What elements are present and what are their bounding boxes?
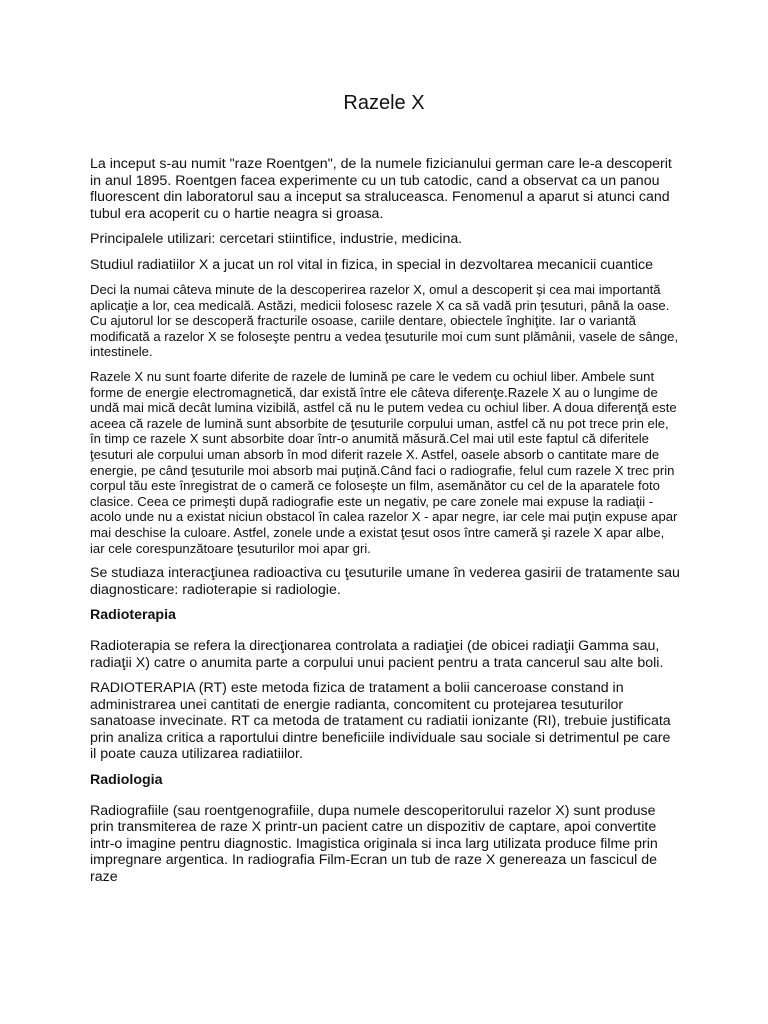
heading-radioterapia: Radioterapia <box>90 607 176 624</box>
paragraph-radiologia: Radiografiile (sau roentgenografiile, dupa numele descoperitorului razelor X) sunt produse prin transmiterea de raze X printr-un pacient catre un dispozitiv de captare, apoi convertite intr-o imagine pentru diagnostic. Imagistica originala si inca larg utilizata produce filme prin impregnare argentica. In radiografia Film-Ecran un tub de raze X genereaza un fascicul de raze <box>90 802 658 885</box>
paragraph-radioterapia-rt: RADIOTERAPIA (RT) este metoda fizica de tratament a bolii canceroase constand in administrarea unei cantitati de energie radianta, concomitent cu protejarea tesuturilor sanatoase invecinate. RT ca metoda de tratament cu radiatii ionizante (RI), trebuie justificata prin analiza critica a raportului dintre beneficiile individuale sau sociale si detrimentul pe care il poate cauza utilizarea radiatiilor. <box>90 680 671 763</box>
paragraph-history: La inceput s-au numit "raze Roentgen", de la numele fizicianului german care le-a descoperit in anul 1895. Roentgen facea experimente cu un tub catodic, cand a observat ca un panou fluorescent din laboratorul sau a inceput sa straluceasca. Fenomenul a aparut si atunci cand tubul era acoperit cu o hartie neagra si groasa. <box>90 156 672 222</box>
paragraph-interaction: Se studiaza interacţiunea radioactiva cu ţesuturile umane în vederea gasirii de tratamente sau diagnosticare: radioterapie si radiologie. <box>90 565 680 598</box>
paragraph-radioterapia-intro: Radioterapia se refera la direcţionarea controlata a radiaţiei (de obicei radiaţii Gamma sau, radiaţii X) catre o anumita parte a corpului unui pacient pentru a trata cancerul sau alte boli. <box>90 638 664 671</box>
heading-radiologia: Radiologia <box>90 771 163 788</box>
page-title: Razele X <box>343 92 425 114</box>
paragraph-medical: Deci la numai câteva minute de la descoperirea razelor X, omul a descoperit şi cea mai importantă aplicaţie a lor, cea medicală. Astăzi, medicii folosesc razele X ca să vadă prin ţesuturi, până la oase. Cu ajutorul lor se descoperă fracturile osoase, cariile dentare, obiectele înghiţite. Iar o variantă modificată a razelor X se foloseşte pentru a vedea ţesuturile moi cum sunt plămânii, vasele de sânge, intestinele. <box>90 282 679 360</box>
paragraph-differences: Razele X nu sunt foarte diferite de razele de lumină pe care le vedem cu ochiul liber. Ambele sunt forme de energie electromagnetică, dar există între ele câteva diferenţe.Razele X au o lungime de undă mai mică decât lumina vizibilă, astfel că nu le putem vedea cu ochiul liber. A doua diferenţă este aceea că razele de lumină sunt absorbite de ţesuturile corpului uman, astfel că nu pot trece prin ele, în timp ce razele X sunt absorbite doar într-o anumită măsură.Cel mai util este faptul că diferitele ţesuturi ale corpului uman absorb în mod diferit razele X. Astfel, oasele absorb o cantitate mare de energie, pe când ţesuturile moi absorb mai puţină.Când faci o radiografie, felul cum razele X trec prin corpul tău este înregistrat de o cameră ce foloseşte un film, asemănător cu cel de la aparatele foto clasice. Ceea ce primeşti după radiografie este un negativ, pe care zonele mai expuse la radiaţii - acolo unde nu a existat niciun obstacol în calea razelor X - apar negre, iar cele mai puţin expuse apar mai deschise la culoare. Astfel, zonele unde a existat ţesut osos între cameră şi razele X apar albe, iar cele corespunzătoare ţesuturilor moi apar gri. <box>90 368 678 556</box>
paragraph-quantum: Studiul radiatiilor X a jucat un rol vital in fizica, in special in dezvoltarea mecanicii cuantice <box>90 256 654 273</box>
paragraph-uses: Principalele utilizari: cercetari stiintifice, industrie, medicina. <box>90 231 463 247</box>
document-body <box>90 156 680 894</box>
